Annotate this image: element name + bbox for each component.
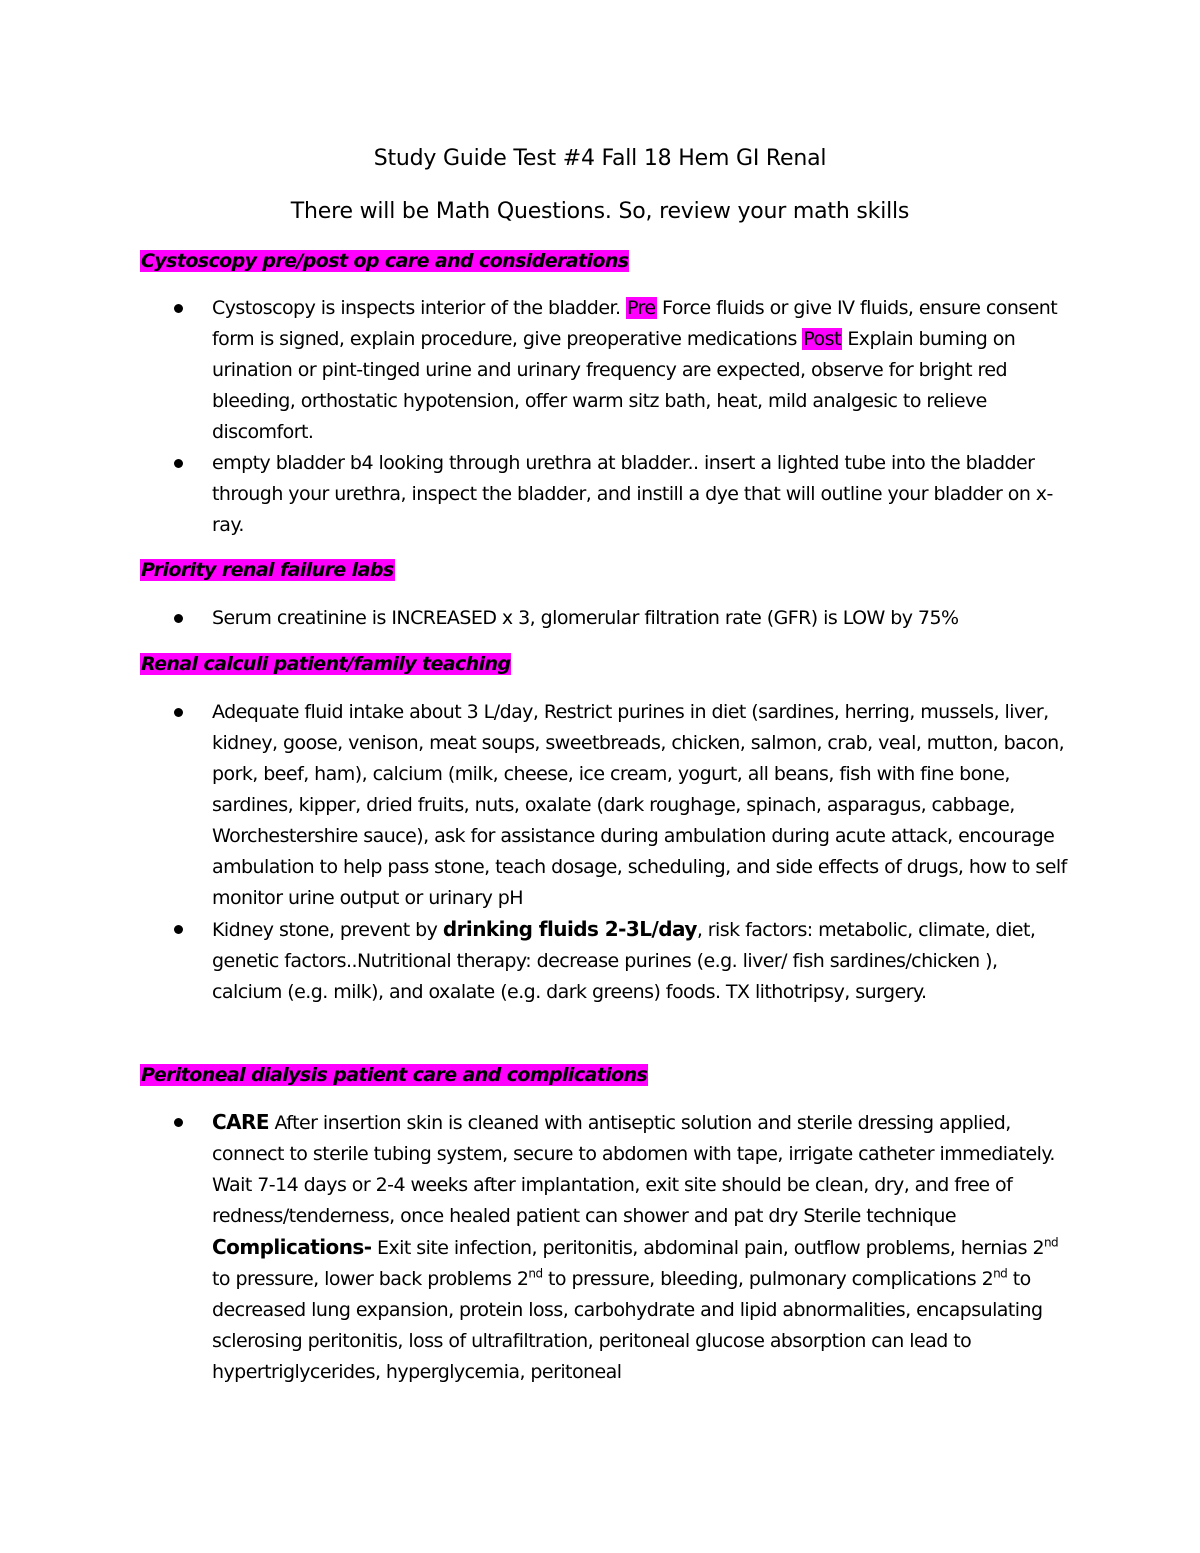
renal-calculi-list	[212, 697, 1072, 1008]
superscript: nd	[993, 1266, 1008, 1281]
list-item	[212, 914, 1072, 1008]
list-item	[212, 448, 1072, 541]
section-heading-cystoscopy	[140, 248, 629, 274]
list-item	[212, 1107, 1072, 1388]
bullet-text: to pressure, bleeding, pulmonary complications 2	[542, 1268, 994, 1290]
bullet-text: empty bladder b4 looking through urethra at bladder.. insert a lighted tube into the bladder through your urethra, inspect the bladder, and instill a dye that will outline your bladder on x-ray.	[212, 452, 1053, 536]
peritoneal-list	[212, 1107, 1072, 1388]
bullet-icon	[174, 1118, 183, 1127]
bullet-text: Exit site infection, peritonitis, abdominal pain, outflow problems, hernias 2	[371, 1237, 1044, 1259]
pre-highlight: Pre	[626, 297, 656, 319]
care-label: CARE	[212, 1110, 270, 1134]
bullet-text: Adequate fluid intake about 3 L/day, Restrict purines in diet (sardines, herring, mussels, liver, kidney, goose, venison, meat soups, sweetbreads, chicken, salmon, crab, veal, mutton, bacon, pork, beef, ham), calcium (milk, cheese, ice cream, yogurt, all beans, fish with fine bone, sardines, kipper, dried fruits, nuts, oxalate (dark roughage, spinach, asparagus, cabbage, Worchestershire sauce), ask for assistance during ambulation during acute attack, encourage ambulation to help pass stone, teach dosage, scheduling, and side effects of drugs, how to self monitor urine output or urinary pH	[212, 701, 1067, 909]
bold-text: drinking fluids 2-3L/day	[442, 917, 697, 941]
section-heading-renal-calculi	[140, 651, 511, 677]
heading-highlight: Renal calculi patient/family teaching	[141, 653, 511, 675]
bullet-text: After insertion skin is cleaned with antiseptic solution and sterile dressing applied, connect to sterile tubing system, secure to abdomen with tape, irrigate catheter immediately. Wait 7-14 days or 2-4 weeks after implantation, exit site should be clean, dry, and free of redness/tenderness, once healed patient can shower and pat dry Sterile technique	[212, 1112, 1055, 1227]
bullet-icon	[174, 304, 183, 313]
bullet-text: Force fluids or give IV fluids, ensure consent form is signed, explain procedure, give preoperative medications	[212, 297, 1058, 350]
bullet-text: Cystoscopy is inspects interior of the bladder.	[212, 297, 626, 319]
section-heading-peritoneal	[140, 1062, 648, 1088]
section-heading-renal-failure	[140, 557, 395, 583]
bullet-text: Explain buming on urination or pint-tinged urine and urinary frequency are expected, observe for bright red bleeding, orthostatic hypotension, offer warm sitz bath, heat, mild analgesic to relieve discomfort.	[212, 328, 1016, 443]
cystoscopy-list	[212, 293, 1072, 541]
bullet-text: , risk factors: metabolic, climate, diet, genetic factors..Nutritional therapy: decrease purines (e.g. liver/ fish sardines/chicken ), calcium (e.g. milk), and oxalate (e.g. dark greens) foods. TX lithotripsy, surgery.	[212, 919, 1036, 1003]
list-item	[212, 697, 1072, 914]
heading-highlight: Priority renal failure labs	[141, 559, 394, 581]
superscript: nd	[528, 1266, 543, 1281]
bullet-icon	[174, 614, 183, 623]
page-title: Study Guide Test #4 Fall 18 Hem GI Renal	[373, 146, 827, 171]
bullet-text: to decreased lung expansion, protein loss, carbohydrate and lipid abnormalities, encapsulating sclerosing peritonitis, loss of ultrafiltration, peritoneal glucose absorption can lead to hypertriglycerides, hyperglycemia, peritoneal	[212, 1268, 1043, 1383]
bullet-text: Kidney stone, prevent by	[212, 919, 443, 941]
bullet-text: to pressure, lower back problems 2	[212, 1268, 529, 1290]
bullet-icon	[174, 708, 183, 717]
heading-highlight: Peritoneal dialysis patient care and complications	[141, 1064, 648, 1086]
page-subtitle: There will be Math Questions. So, review your math skills	[290, 199, 910, 224]
superscript: nd	[1044, 1235, 1059, 1250]
complications-label: Complications-	[212, 1235, 372, 1259]
heading-highlight: Cystoscopy pre/post op care and considerations	[141, 250, 629, 272]
renal-failure-list	[212, 603, 1072, 634]
bullet-icon	[174, 459, 183, 468]
post-highlight: Post	[803, 328, 841, 350]
bullet-icon	[174, 925, 183, 934]
list-item	[212, 603, 1072, 634]
bullet-text: Serum creatinine is INCREASED x 3, glomerular filtration rate (GFR) is LOW by 75%	[212, 607, 959, 629]
list-item	[212, 293, 1072, 448]
